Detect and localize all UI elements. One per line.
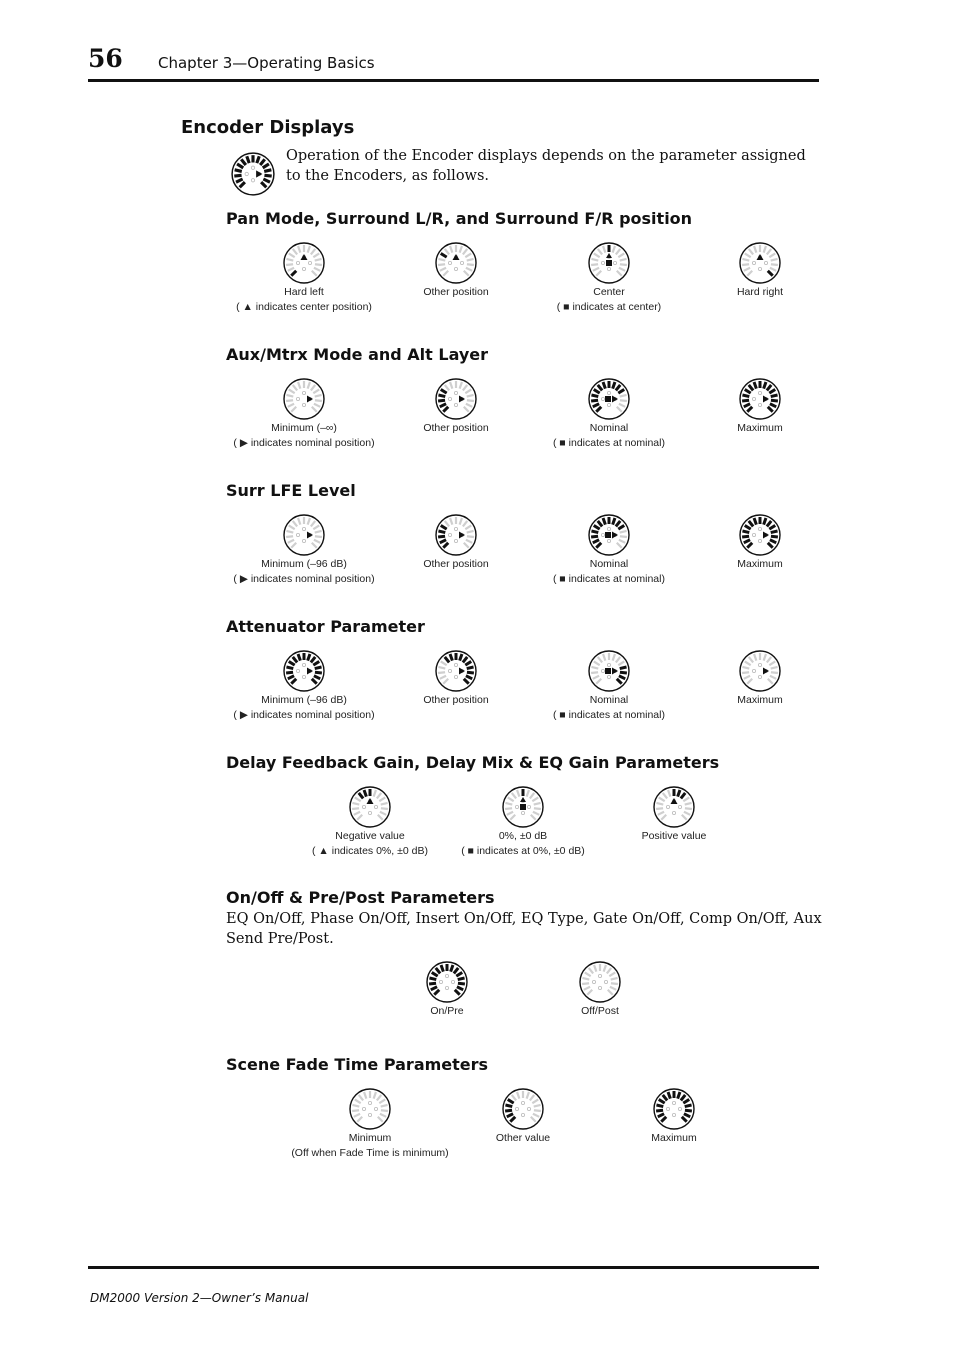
encoder-fade-min-icon xyxy=(348,1087,392,1131)
encoder-label: Negative value xyxy=(335,830,405,842)
encoder-label: Center xyxy=(593,286,625,298)
encoder-label: Other value xyxy=(495,1132,551,1144)
onoff-description: EQ On/Off, Phase On/Off, Insert On/Off, EQ Type, Gate On/Off, Comp On/Off, Aux Send Pre/Post. xyxy=(226,911,822,947)
encoder-note: ( ■ indicates at 0%, ±0 dB) xyxy=(461,844,585,857)
encoder-pan-center-icon xyxy=(587,241,631,285)
encoder-aux-other-icon xyxy=(434,377,478,421)
encoder-gain-positive-icon xyxy=(652,785,696,829)
encoder-lfe-other-icon xyxy=(434,513,478,557)
group-title-aux: Aux/Mtrx Mode and Alt Layer xyxy=(226,345,489,364)
encoder-note: ( ■ indicates at nominal) xyxy=(553,436,665,449)
group-title-lfe: Surr LFE Level xyxy=(226,481,356,500)
encoder-aux-nominal-icon xyxy=(587,377,631,421)
encoder-display-item xyxy=(670,377,850,436)
encoder-gain-zero-icon xyxy=(501,785,545,829)
encoder-note: ( ▶ indicates nominal position) xyxy=(233,708,375,721)
encoder-label: 0%, ±0 dB xyxy=(498,830,548,842)
footer-rule xyxy=(88,1266,819,1269)
group-title-gain: Delay Feedback Gain, Delay Mix & EQ Gain Parameters xyxy=(226,753,720,772)
encoder-note: ( ▶ indicates nominal position) xyxy=(233,436,375,449)
group-title-onoff: On/Off & Pre/Post Parameters xyxy=(226,888,495,907)
encoder-label: Nominal xyxy=(589,694,629,706)
encoder-lfe-max-icon xyxy=(738,513,782,557)
encoder-label: Nominal xyxy=(589,422,629,434)
encoder-pan-hard-left-icon xyxy=(282,241,326,285)
encoder-label: Off/Post xyxy=(581,1005,619,1017)
encoder-label: Maximum xyxy=(651,1132,697,1144)
chapter-title: Chapter 3—Operating Basics xyxy=(158,54,375,72)
encoder-icon xyxy=(230,151,276,197)
encoder-pan-other-icon xyxy=(434,241,478,285)
encoder-on-pre-icon xyxy=(425,960,469,1004)
encoder-label: Other position xyxy=(423,694,489,706)
encoder-label: On/Pre xyxy=(430,1005,464,1017)
encoder-label: Minimum (–96 dB) xyxy=(261,694,347,706)
encoder-att-other-icon xyxy=(434,649,478,693)
encoder-att-max-icon xyxy=(738,649,782,693)
encoder-fade-other-icon xyxy=(501,1087,545,1131)
encoder-att-nominal-icon xyxy=(587,649,631,693)
encoder-display-item xyxy=(584,1087,764,1146)
encoder-label: Hard right xyxy=(736,286,784,298)
encoder-note: ( ▲ indicates 0%, ±0 dB) xyxy=(312,844,428,857)
encoder-note: (Off when Fade Time is minimum) xyxy=(291,1146,449,1159)
encoder-label: Other position xyxy=(423,558,489,570)
group-title-pan: Pan Mode, Surround L/R, and Surround F/R position xyxy=(226,209,693,228)
encoder-lfe-nominal-icon xyxy=(587,513,631,557)
encoder-label: Other position xyxy=(423,422,489,434)
encoder-label: Maximum xyxy=(737,694,783,706)
encoder-fade-max-icon xyxy=(652,1087,696,1131)
encoder-note: ( ■ indicates at nominal) xyxy=(553,708,665,721)
group-title-fade: Scene Fade Time Parameters xyxy=(226,1055,489,1074)
encoder-label: Other position xyxy=(423,286,489,298)
group-title-attenuator: Attenuator Parameter xyxy=(226,617,425,636)
encoder-display-item xyxy=(670,241,850,300)
intro-paragraph: Operation of the Encoder displays depends on the parameter assigned to the Encoders, as follows. xyxy=(286,148,806,184)
encoder-display-item xyxy=(670,649,850,708)
section-title: Encoder Displays xyxy=(181,117,355,138)
encoder-note: ( ■ indicates at nominal) xyxy=(553,572,665,585)
page-number: 56 xyxy=(88,44,123,73)
encoder-aux-min-icon xyxy=(282,377,326,421)
encoder-label: Minimum (–96 dB) xyxy=(261,558,347,570)
encoder-pan-hard-right-icon xyxy=(738,241,782,285)
encoder-label: Positive value xyxy=(641,830,707,842)
encoder-off-post-icon xyxy=(578,960,622,1004)
encoder-display-item xyxy=(584,785,764,844)
encoder-note: ( ▲ indicates center position) xyxy=(236,300,372,313)
encoder-label: Minimum (–∞) xyxy=(271,422,337,434)
encoder-label: Hard left xyxy=(284,286,324,298)
encoder-note: ( ■ indicates at center) xyxy=(556,300,662,313)
encoder-label: Maximum xyxy=(737,558,783,570)
encoder-display-item xyxy=(510,960,690,1019)
encoder-label: Maximum xyxy=(737,422,783,434)
encoder-lfe-min-icon xyxy=(282,513,326,557)
encoder-att-min-icon xyxy=(282,649,326,693)
encoder-display-item xyxy=(670,513,850,572)
encoder-note: ( ▶ indicates nominal position) xyxy=(233,572,375,585)
encoder-label: Minimum xyxy=(348,1132,392,1144)
footer-text: DM2000 Version 2—Owner’s Manual xyxy=(90,1291,309,1305)
encoder-icon-graphic xyxy=(230,151,276,197)
encoder-label: Nominal xyxy=(589,558,629,570)
encoder-gain-negative-icon xyxy=(348,785,392,829)
encoder-aux-max-icon xyxy=(738,377,782,421)
header-rule xyxy=(88,79,819,82)
